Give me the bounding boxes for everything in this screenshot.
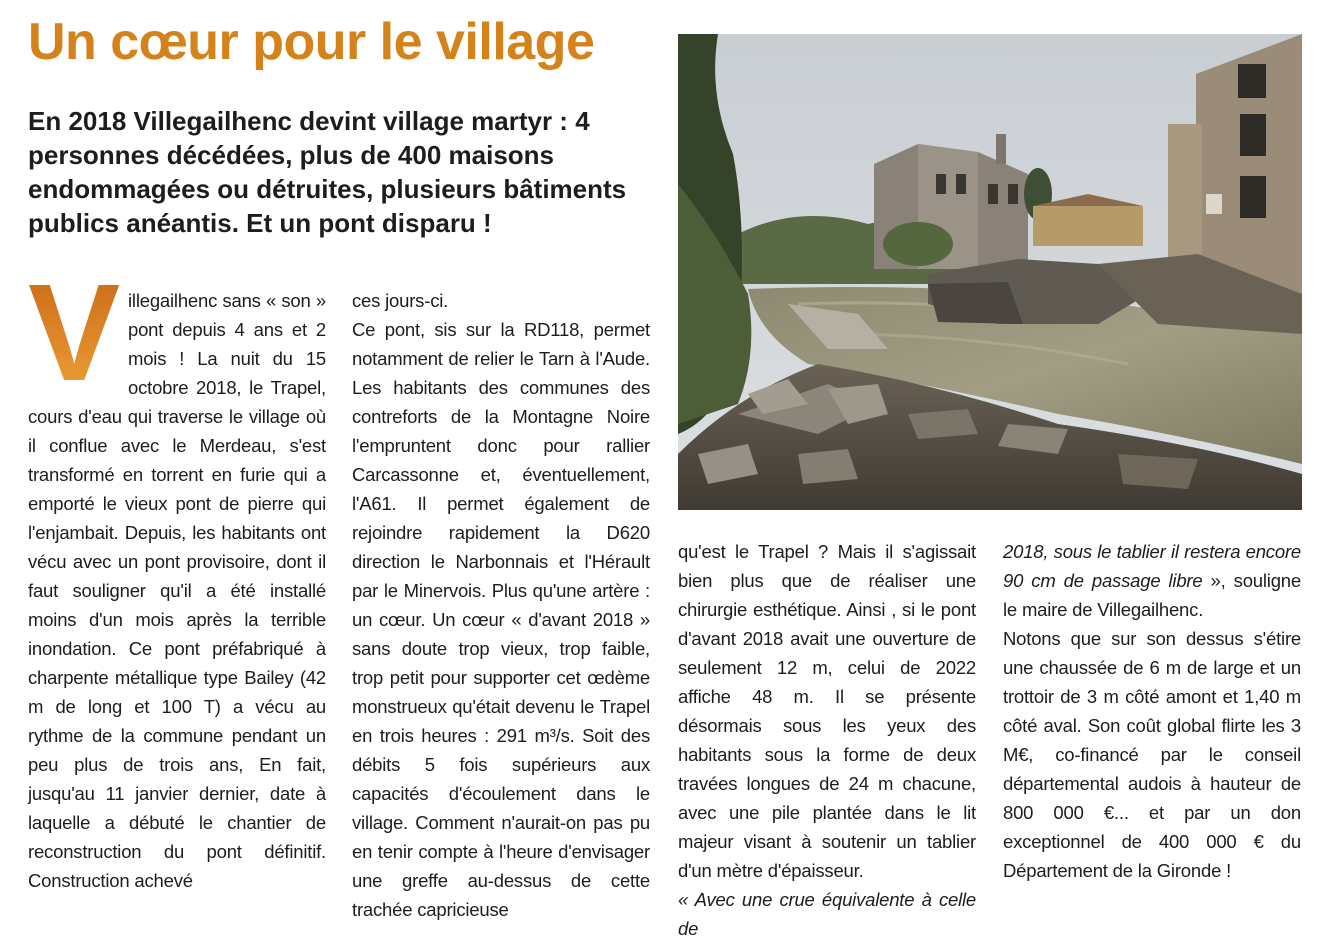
mayor-quote: 2018, sous le tablier il restera encore 90 cm de passage libre	[1003, 541, 1301, 591]
flood-damage-photo	[678, 34, 1302, 510]
column-4-paragraph-2: Notons que sur son dessus s'étire une chaussée de 6 m de large et un trottoir de 3 m côté amont et 1,40 m côté aval. Son coût global flirte les 3 M€, co-financé par le conseil départemental audois à hauteur de 800 000 €... et par un don exceptionnel de 400 000 € du Département de la Gironde !	[1003, 628, 1301, 881]
column-3-paragraph: qu'est le Trapel ? Mais il s'agissait bien plus que de réaliser une chirurgie esthétique. Ainsi , si le pont d'avant 2018 avait une ouverture de seulement 12 m, celui de 2022 affiche 48 m. Il se présente désormais sous les yeux des habitants sous la forme de deux travées longues de 24 m chacune, avec une pile plantée dans le lit majeur visant à soutenir un tablier d'un mètre d'épaisseur.	[678, 541, 976, 881]
column-3-quote: « Avec une crue équivalente à celle de	[678, 889, 976, 939]
article-lede: En 2018 Villegailhenc devint village martyr : 4 personnes décédées, plus de 400 maisons endommagées ou détruites, plusieurs bâtiments publics anéantis. Et un pont disparu !	[28, 106, 627, 238]
quote-attribution: », souligne le maire de Villegailhenc.	[1003, 570, 1301, 620]
drop-cap-letter	[26, 280, 122, 392]
article-column-4	[1003, 537, 1301, 885]
svg-text:V: V	[28, 280, 120, 392]
column-2-paragraph-2: Ce pont, sis sur la RD118, permet notamment de relier le Tarn à l'Aude. Les habitants des communes des contreforts de la Montagne Noire l'empruntent donc pour rallier Carcassonne et, éventuellement, l'A61. Il permet également de rejoindre rapidement la D620 direction le Narbonnais et l'Hérault par le Minervois. Plus qu'une artère : un cœur. Un cœur « d'avant 2018 » sans doute trop vieux, trop faible, trop petit pour supporter cet œdème monstrueux qu'était devenu le Trapel en trois heures : 291 m³/s. Soit des débits 5 fois supérieurs aux capacités d'écoulement dans le village. Comment n'aurait-on pas pu en tenir compte à l'heure d'envisager une greffe au-dessus de cette trachée capricieuse	[352, 319, 650, 920]
article-column-2	[352, 286, 650, 924]
article-title: Un cœur pour le village	[28, 13, 595, 71]
column-2-paragraph-1: ces jours-ci.	[352, 290, 449, 311]
article-column-1	[28, 280, 326, 895]
column-1-paragraph: illegailhenc sans « son » pont depuis 4 ans et 2 mois ! La nuit du 15 octobre 2018, le Trapel, cours d'eau qui traverse le village où il conflue avec le Merdeau, s'est transformé en torrent en furie qui a emporté le vieux pont de pierre qui l'enjambait. Depuis, les habitants ont vécu avec un pont provisoire, dont il faut souligner qu'il a été installé moins d'un mois après la terrible inondation. Ce pont préfabriqué à charpente métallique type Bailey (42 m de long et 100 T) a vécu au rythme de la commune pendant un peu plus de trois ans, En fait, jusqu'au 11 janvier dernier, date à laquelle a débuté le chantier de reconstruction du pont définitif. Construction achevé	[28, 290, 326, 891]
article-column-3	[678, 537, 976, 943]
column-4-paragraph-1	[1003, 537, 1301, 624]
